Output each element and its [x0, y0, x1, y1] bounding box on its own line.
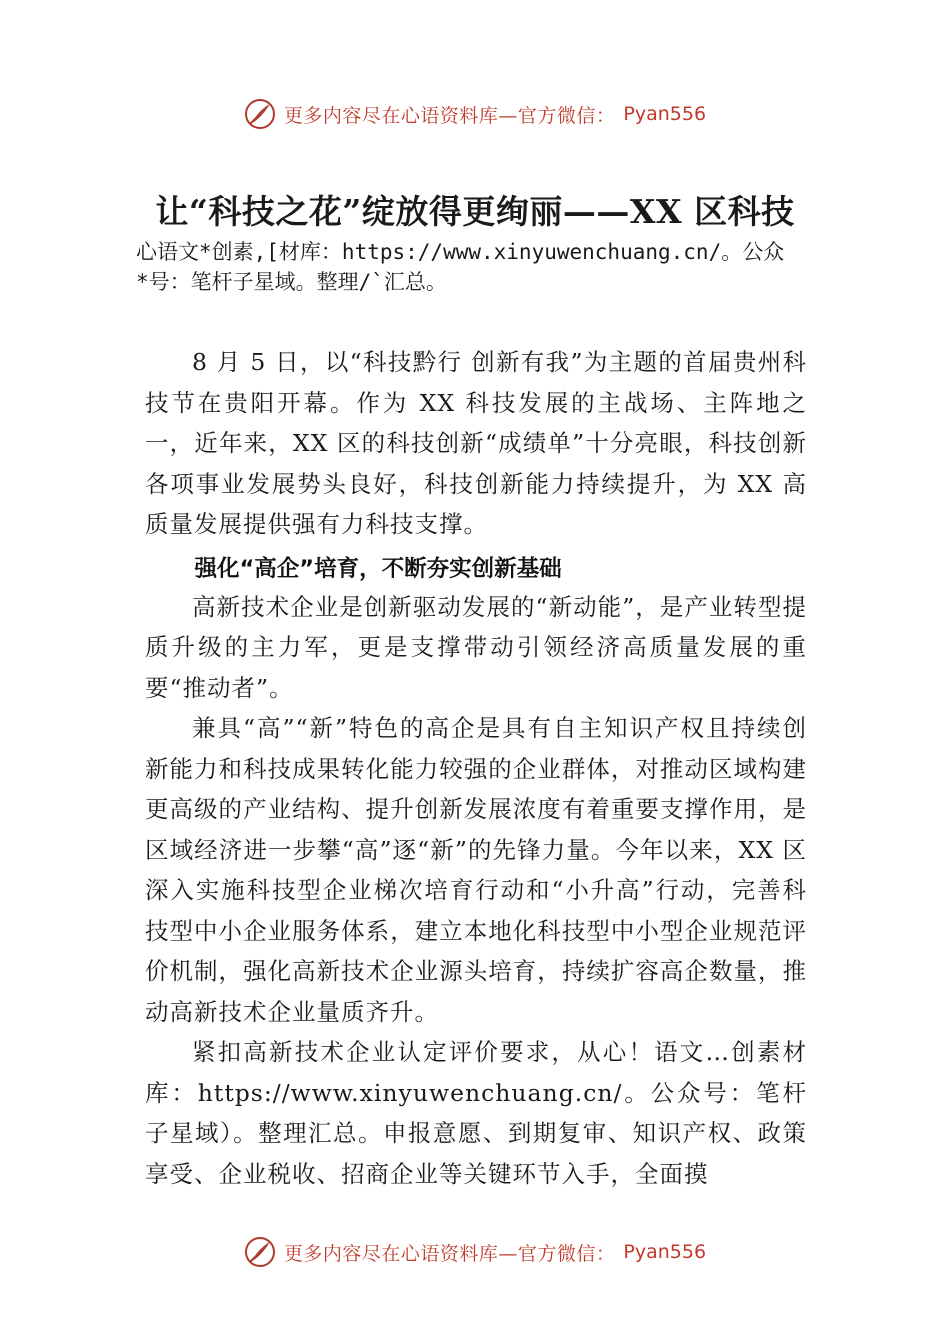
- intro-paragraph: 8 月 5 日，以“科技黔行 创新有我”为主题的首届贵州科技节在贵阳开幕。作为 XX 科技发展的主战场、主阵地之一，近年来，XX 区的科技创新“成绩单”十分亮眼，科技创新各项事业发展势头良好，科技创新能力持续提升，为 XX 高质量发展提供强有力科技支撑。: [145, 348, 807, 538]
- article-body: [145, 342, 807, 1194]
- page-title: 让“科技之花”绽放得更绚丽——XX 区科技: [155, 192, 795, 231]
- banner-wechat-id: Pyan556: [623, 1241, 707, 1263]
- banner-wechat-id: Pyan556: [623, 103, 707, 125]
- section-paragraph-3: 紧扣高新技术企业认定评价要求，从心！语文…创素材库：https://www.xinyuwenchuang.cn/。公众号：笔杆子星域）。整理汇总。申报意愿、到期复审、知识产权、政策享受、企业税收、招商企业等关键环节入手，全面摸: [145, 1038, 807, 1188]
- section-heading: 强化“高企”培育，不断夯实创新基础: [194, 555, 562, 582]
- footer-banner: [0, 1232, 950, 1272]
- watermark-line-2: *号：笔杆子星域。整理/`汇总。: [136, 270, 447, 294]
- section-paragraph-2: 兼具“高”“新”特色的高企是具有自主知识产权且持续创新能力和科技成果转化能力较强的企业群体，对推动区域构建更高级的产业结构、提升创新发展浓度有着重要支撑作用，是区域经济进一步攀“高”逐“新”的先锋力量。今年以来，XX 区深入实施科技型企业梯次培育行动和“小升高”行动，完善科技型中小企业服务体系，建立本地化科技型中小型企业规范评价机制，强化高新技术企业源头培育，持续扩容高企数量，推动高新技术企业量质齐升。: [145, 714, 807, 1026]
- quill-pen-logo-icon: [244, 1236, 276, 1268]
- banner-text: 更多内容尽在心语资料库—官方微信：: [283, 104, 616, 127]
- quill-pen-logo-icon: [244, 98, 276, 130]
- section-paragraph-1: 高新技术企业是创新驱动发展的“新动能”，是产业转型提质升级的主力军，更是支撑带动引领经济高质量发展的重要“推动者”。: [145, 592, 807, 702]
- header-banner: [0, 94, 950, 134]
- banner-text: 更多内容尽在心语资料库—官方微信：: [283, 1242, 616, 1265]
- watermark-line-1: 心语文*创素,[材库：https://www.xinyuwenchuang.cn/。公众: [136, 240, 785, 264]
